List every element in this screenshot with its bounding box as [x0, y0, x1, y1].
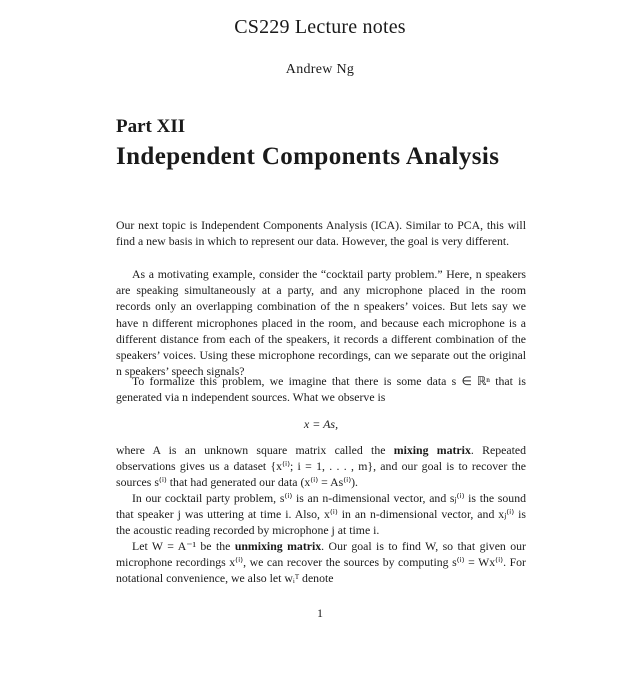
- paragraph-intro: Our next topic is Independent Components Analysis (ICA). Similar to PCA, this will find a new basis in which to represent our data. However, the goal is very different.: [116, 218, 526, 249]
- chapter-title: Independent Components Analysis: [116, 143, 500, 170]
- paragraph-unmixing-matrix: [116, 538, 526, 587]
- page-number: 1: [317, 606, 323, 620]
- paragraph-mixing-matrix-text-b: . Repeated observations gives us a dataset {x⁽ⁱ⁾; i = 1, . . . , m}, and our goal is to recover the sources s⁽ⁱ⁾ that had generated our data (x⁽ⁱ⁾ = As⁽ⁱ⁾).: [116, 443, 526, 490]
- term-mixing-matrix: mixing matrix: [393, 443, 471, 457]
- document-title: CS229 Lecture notes: [234, 16, 406, 38]
- equation-mixing: x = As,: [303, 417, 339, 431]
- paragraph-formalize: To formalize this problem, we imagine that there is some data s ∈ ℝⁿ that is generated via n independent sources. What we observe is: [116, 374, 526, 405]
- paragraph-cocktail-party: As a motivating example, consider the “cocktail party problem.” Here, n speakers are speaking simultaneously at a party, and any microphone placed in the room records only an overlapping combination of the n speakers’ voices. But lets say we have n different microphones placed in the room, and because each microphone is a different distance from each of the speakers, it records a different combination of the speakers’ voices. Using these microphone recordings, can we separate out the original n speakers’ speech signals?: [116, 267, 526, 379]
- paragraph-unmixing-matrix-text-b: . Our goal is to find W, so that given our microphone recordings x⁽ⁱ⁾, we can recover the sources by computing s⁽ⁱ⁾ = Wx⁽ⁱ⁾. For notational convenience, we also let wᵢᵀ denote: [116, 539, 526, 586]
- document-author: Andrew Ng: [285, 62, 355, 77]
- term-unmixing-matrix: unmixing matrix: [234, 539, 322, 553]
- paragraph-mixing-matrix: [116, 442, 526, 491]
- paragraph-notation: In our cocktail party problem, s⁽ⁱ⁾ is an n-dimensional vector, and sⱼ⁽ⁱ⁾ is the sound that speaker j was uttering at time i. Also, x⁽ⁱ⁾ in an n-dimensional vector, and xⱼ⁽ⁱ⁾ is the acoustic reading recorded by microphone j at time i.: [116, 491, 526, 538]
- paragraph-mixing-matrix-text-a: where A is an unknown square matrix called the: [116, 443, 394, 457]
- paragraph-unmixing-matrix-text-a: Let W = A⁻¹ be the: [132, 539, 235, 553]
- part-label: Part XII: [116, 116, 186, 137]
